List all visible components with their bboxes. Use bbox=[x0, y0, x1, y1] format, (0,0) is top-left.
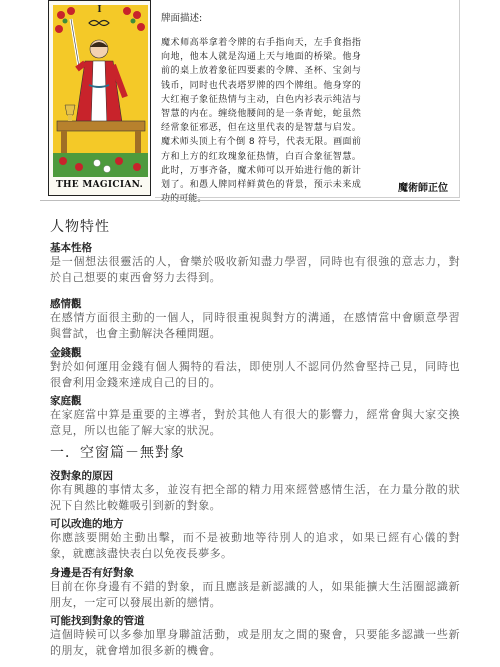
single-body: 這個時候可以多參加單身聯誼活動，或是朋友之間的聚會，只要能多認識一些新的朋友，就會增加很多新的機會。 bbox=[50, 628, 460, 657]
card-section bbox=[0, 0, 500, 205]
magician-card-illustration bbox=[49, 1, 151, 196]
trait-title: 基本性格 bbox=[50, 242, 92, 254]
description-text: 魔术师高举拿着令牌的右手指向天，左手食指指向地，他本人就是沟通上天与地面的桥梁。他身前的桌上放着象征四要素的令牌、圣杯、宝剑与钱币，同时也代表塔罗牌的四个牌组。他身穿的大红袍子象征热情与主动，白色内衫表示纯洁与智慧的内在。缠绕他腰间的是一条青蛇，蛇虽然经常象征邪恶，但在这里代表的是智慧与启发。魔术师头顶上有个倒 8 符号，代表无限。画面前方和上方的红玫瑰象征热情，白百合象征智慧。此时，万事齐备，魔术师可以开始进行他的新计划了。和愚人牌同样鲜黄色的背景，预示未来成 bbox=[161, 38, 361, 191]
trait-body: 在家庭當中算是重要的主導者，對於其他人有很大的影響力，經常會與大家交換意見，所以也能了解大家的狀況。 bbox=[50, 408, 460, 437]
single-heading: 一．空窗篇－無對象 bbox=[50, 445, 185, 461]
trait-title: 金錢觀 bbox=[50, 347, 82, 359]
trait-body: 是一個想法很靈活的人，會樂於吸收新知盡力學習，同時也有很強的意志力，對於自己想要的東西會努力去得到。 bbox=[50, 255, 460, 284]
section-divider bbox=[40, 200, 460, 201]
single-title: 可以改進的地方 bbox=[50, 518, 124, 530]
single-title: 沒對象的原因 bbox=[50, 470, 113, 482]
card-title: THE MAGICIAN. bbox=[55, 180, 144, 190]
traits-heading: 人物特性 bbox=[50, 219, 110, 235]
single-body: 目前在你身邊有不錯的對象，而且應該是新認識的人，如果能擴大生活圈認識新朋友，一定可以發展出新的戀情。 bbox=[50, 580, 460, 609]
trait-body: 對於如何運用金錢有個人獨特的看法，即使別人不認同仍然會堅持己見，同時也很會利用金錢來達成自己的目的。 bbox=[50, 360, 460, 389]
card-position-label: 魔術師正位 bbox=[398, 183, 448, 194]
card-number: I bbox=[97, 5, 102, 15]
magician-card bbox=[48, 0, 151, 196]
description-label: 牌面描述: bbox=[161, 13, 203, 24]
single-body: 你有興趣的事情太多，並沒有把全部的精力用來經營感情生活，在力量分散的狀況下自然比較難吸引到新的對象。 bbox=[50, 483, 460, 512]
single-body: 你應該要開始主動出擊，而不是被動地等待別人的追求，如果已經有心儀的對象，就應該盡快表白以免夜長夢多。 bbox=[50, 531, 460, 560]
trait-body: 在感情方面很主動的一個人，同時很重視與對方的溝通，在感情當中會願意學習與嘗試，也會主動解決各種問題。 bbox=[50, 311, 460, 340]
single-title: 可能找到對象的管道 bbox=[50, 615, 145, 627]
single-title: 身邊是否有好對象 bbox=[50, 567, 134, 579]
trait-title: 感情觀 bbox=[50, 298, 82, 310]
trait-title: 家庭觀 bbox=[50, 395, 82, 407]
